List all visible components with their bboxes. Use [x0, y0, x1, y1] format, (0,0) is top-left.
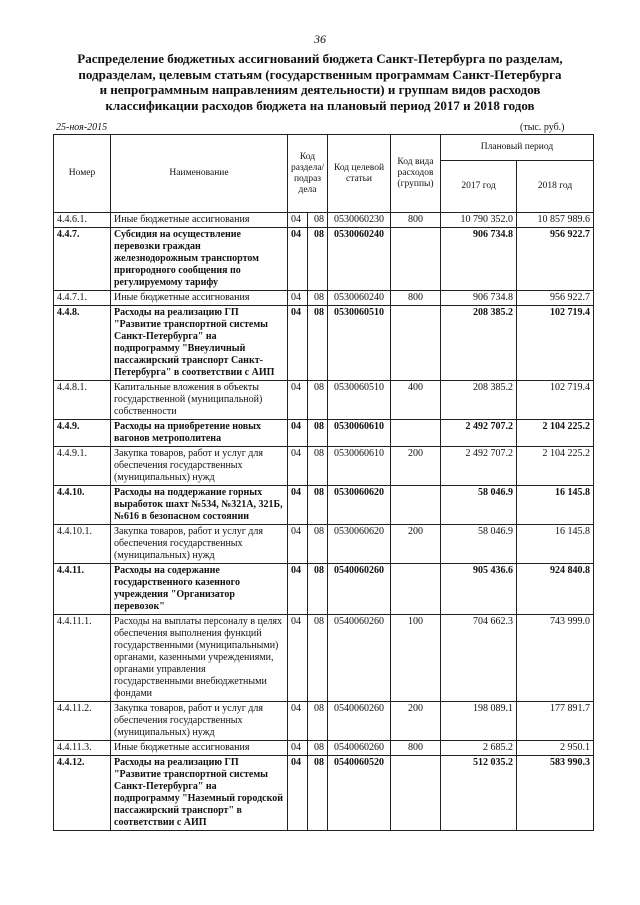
document-date: 25-ноя-2015 — [56, 122, 108, 133]
title-line: классификации расходов бюджета на плановый период 2017 и 2018 годов — [105, 97, 535, 113]
row-name: Расходы на приобретение новых вагонов метрополитена — [111, 420, 288, 447]
table-row — [54, 486, 594, 525]
row-name: Расходы на поддержание горных выработок шахт №534, №321А, 321Б, №616 в безопасном состоянии — [111, 486, 288, 525]
row-group-code — [391, 306, 441, 381]
row-number: 4.4.6.1. — [54, 213, 111, 228]
row-section-code: 04 — [288, 213, 308, 228]
row-number: 4.4.11. — [54, 564, 111, 615]
row-section-code: 04 — [288, 564, 308, 615]
table-row — [54, 306, 594, 381]
row-value-2018: 583 990.3 — [517, 756, 594, 831]
row-number: 4.4.10.1. — [54, 525, 111, 564]
row-value-2018: 2 104 225.2 — [517, 447, 594, 486]
row-value-2017: 2 492 707.2 — [441, 420, 517, 447]
row-name: Субсидия на осуществление перевозки граждан железнодорожным транспортом пригородного сообщения по регулируемому тарифу — [111, 228, 288, 291]
row-number: 4.4.7. — [54, 228, 111, 291]
row-name: Расходы на реализацию ГП "Развитие транспортной системы Санкт-Петербурга" на подпрограмму "Наземный городской пассажирский транспорт" в соответствии с АИП — [111, 756, 288, 831]
row-value-2017: 10 790 352.0 — [441, 213, 517, 228]
row-value-2018: 956 922.7 — [517, 228, 594, 291]
row-subsection-code: 08 — [308, 213, 328, 228]
row-value-2017: 704 662.3 — [441, 615, 517, 702]
row-value-2018: 743 999.0 — [517, 615, 594, 702]
row-group-code: 800 — [391, 741, 441, 756]
table-row — [54, 702, 594, 741]
row-value-2018: 16 145.8 — [517, 525, 594, 564]
row-number: 4.4.9. — [54, 420, 111, 447]
row-target-code: 0540060520 — [328, 756, 391, 831]
row-number: 4.4.11.3. — [54, 741, 111, 756]
row-target-code: 0540060260 — [328, 741, 391, 756]
row-number: 4.4.7.1. — [54, 291, 111, 306]
row-name: Закупка товаров, работ и услуг для обеспечения государственных (муниципальных) нужд — [111, 702, 288, 741]
row-subsection-code: 08 — [308, 564, 328, 615]
row-section-code: 04 — [288, 447, 308, 486]
row-number: 4.4.8.1. — [54, 381, 111, 420]
row-name: Иные бюджетные ассигнования — [111, 741, 288, 756]
table-row — [54, 447, 594, 486]
row-subsection-code: 08 — [308, 756, 328, 831]
row-subsection-code: 08 — [308, 447, 328, 486]
table-row — [54, 564, 594, 615]
row-value-2018: 177 891.7 — [517, 702, 594, 741]
header-section: Код раздела/ подраз дела — [288, 135, 328, 213]
header-2017: 2017 год — [441, 161, 517, 213]
row-section-code: 04 — [288, 741, 308, 756]
row-target-code: 0530060240 — [328, 291, 391, 306]
row-target-code: 0530060510 — [328, 381, 391, 420]
row-value-2017: 906 734.8 — [441, 228, 517, 291]
row-group-code — [391, 756, 441, 831]
row-name: Расходы на выплаты персоналу в целях обеспечения выполнения функций государственными (муниципальными) органами, казенными учреждениями, органами управления государственными внебюджетными фондами — [111, 615, 288, 702]
header-group: Код вида расходов (группы) — [391, 135, 441, 213]
row-number: 4.4.10. — [54, 486, 111, 525]
row-target-code: 0530060610 — [328, 420, 391, 447]
title-line: подразделам, целевым статьям (государственным программам Санкт-Петербурга — [78, 66, 562, 82]
title-line: и непрограммным направлениям деятельности) и группам видов расходов — [99, 82, 541, 97]
row-section-code: 04 — [288, 228, 308, 291]
row-subsection-code: 08 — [308, 615, 328, 702]
table-row — [54, 756, 594, 831]
row-group-code — [391, 420, 441, 447]
row-value-2017: 512 035.2 — [441, 756, 517, 831]
row-name: Иные бюджетные ассигнования — [111, 213, 288, 228]
row-target-code: 0540060260 — [328, 615, 391, 702]
header-name: Наименование — [111, 135, 288, 213]
row-value-2018: 102 719.4 — [517, 306, 594, 381]
row-number: 4.4.11.2. — [54, 702, 111, 741]
row-name: Расходы на реализацию ГП "Развитие транспортной системы Санкт-Петербурга" на подпрограмму "Внеуличный пассажирский транспорт Санкт-Петербурга" в соответствии с АИП — [111, 306, 288, 381]
row-group-code: 200 — [391, 525, 441, 564]
row-subsection-code: 08 — [308, 291, 328, 306]
page-number: 36 — [314, 32, 326, 46]
table-header — [54, 135, 594, 213]
row-subsection-code: 08 — [308, 228, 328, 291]
row-group-code: 800 — [391, 291, 441, 306]
row-group-code: 200 — [391, 447, 441, 486]
row-group-code: 100 — [391, 615, 441, 702]
row-value-2018: 924 840.8 — [517, 564, 594, 615]
row-value-2017: 58 046.9 — [441, 525, 517, 564]
row-value-2017: 58 046.9 — [441, 486, 517, 525]
row-section-code: 04 — [288, 756, 308, 831]
row-target-code: 0530060610 — [328, 447, 391, 486]
row-name: Капитальные вложения в объекты государственной (муниципальной) собственности — [111, 381, 288, 420]
row-group-code — [391, 228, 441, 291]
row-section-code: 04 — [288, 381, 308, 420]
row-target-code: 0530060240 — [328, 228, 391, 291]
row-group-code: 800 — [391, 213, 441, 228]
table-row — [54, 228, 594, 291]
row-value-2017: 2 492 707.2 — [441, 447, 517, 486]
row-subsection-code: 08 — [308, 486, 328, 525]
row-value-2018: 2 950.1 — [517, 741, 594, 756]
header-number: Номер — [54, 135, 111, 213]
row-section-code: 04 — [288, 525, 308, 564]
row-name: Закупка товаров, работ и услуг для обеспечения государственных (муниципальных) нужд — [111, 447, 288, 486]
row-target-code: 0540060260 — [328, 702, 391, 741]
row-value-2017: 906 734.8 — [441, 291, 517, 306]
table-body — [54, 213, 594, 831]
row-group-code: 400 — [391, 381, 441, 420]
row-number: 4.4.9.1. — [54, 447, 111, 486]
row-subsection-code: 08 — [308, 741, 328, 756]
row-group-code — [391, 486, 441, 525]
row-value-2018: 102 719.4 — [517, 381, 594, 420]
row-subsection-code: 08 — [308, 306, 328, 381]
row-value-2017: 208 385.2 — [441, 306, 517, 381]
row-group-code — [391, 564, 441, 615]
row-number: 4.4.11.1. — [54, 615, 111, 702]
header-plan-period: Плановый период — [441, 135, 594, 161]
table-row — [54, 525, 594, 564]
row-section-code: 04 — [288, 486, 308, 525]
title-line: Распределение бюджетных ассигнований бюджета Санкт-Петербурга по разделам, — [77, 51, 563, 66]
units-label: (тыс. руб.) — [520, 122, 565, 133]
document-title — [40, 51, 600, 113]
header-2018: 2018 год — [517, 161, 594, 213]
table-row — [54, 291, 594, 306]
row-name: Закупка товаров, работ и услуг для обеспечения государственных (муниципальных) нужд — [111, 525, 288, 564]
row-value-2017: 198 089.1 — [441, 702, 517, 741]
budget-table — [53, 134, 594, 831]
row-name: Иные бюджетные ассигнования — [111, 291, 288, 306]
row-section-code: 04 — [288, 291, 308, 306]
row-target-code: 0530060620 — [328, 486, 391, 525]
table-row — [54, 615, 594, 702]
row-value-2018: 16 145.8 — [517, 486, 594, 525]
row-value-2018: 2 104 225.2 — [517, 420, 594, 447]
row-subsection-code: 08 — [308, 525, 328, 564]
row-name: Расходы на содержание государственного казенного учреждения "Организатор перевозок" — [111, 564, 288, 615]
table-row — [54, 213, 594, 228]
row-target-code: 0540060260 — [328, 564, 391, 615]
row-subsection-code: 08 — [308, 420, 328, 447]
table-row — [54, 381, 594, 420]
row-value-2017: 2 685.2 — [441, 741, 517, 756]
row-section-code: 04 — [288, 702, 308, 741]
row-group-code: 200 — [391, 702, 441, 741]
row-value-2018: 956 922.7 — [517, 291, 594, 306]
row-section-code: 04 — [288, 306, 308, 381]
row-value-2018: 10 857 989.6 — [517, 213, 594, 228]
row-value-2017: 905 436.6 — [441, 564, 517, 615]
row-subsection-code: 08 — [308, 381, 328, 420]
row-target-code: 0530060510 — [328, 306, 391, 381]
table-row — [54, 420, 594, 447]
row-number: 4.4.8. — [54, 306, 111, 381]
row-target-code: 0530060230 — [328, 213, 391, 228]
row-number: 4.4.12. — [54, 756, 111, 831]
row-section-code: 04 — [288, 420, 308, 447]
row-target-code: 0530060620 — [328, 525, 391, 564]
table-row — [54, 741, 594, 756]
row-subsection-code: 08 — [308, 702, 328, 741]
row-value-2017: 208 385.2 — [441, 381, 517, 420]
row-section-code: 04 — [288, 615, 308, 702]
header-target: Код целевой статьи — [328, 135, 391, 213]
